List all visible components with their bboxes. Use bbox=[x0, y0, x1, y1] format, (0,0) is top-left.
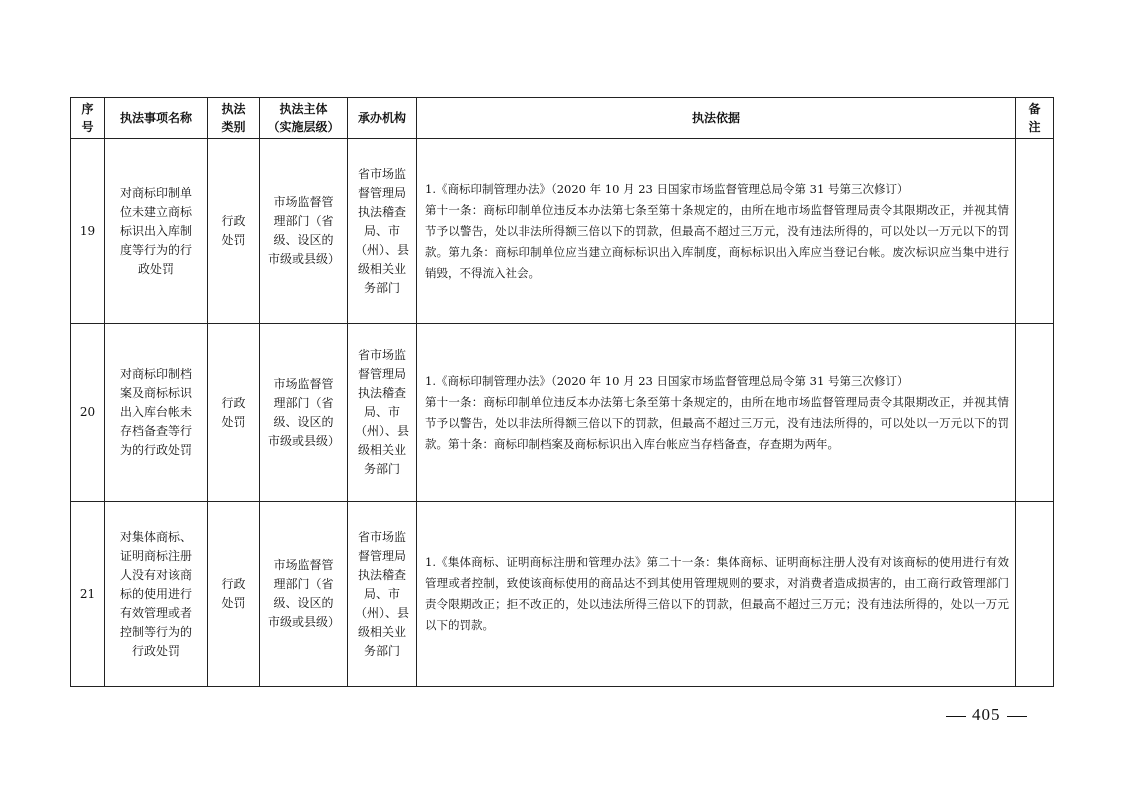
row-agency: 省市场监督管理局执法稽查局、市（州）、县级相关业务部门 bbox=[348, 324, 417, 502]
header-subject bbox=[260, 98, 348, 139]
row-subject: 市场监督管理部门（省级、设区的市级或县级） bbox=[260, 324, 348, 502]
row-category: 行政处罚 bbox=[208, 139, 260, 324]
row-seq: 19 bbox=[71, 139, 105, 324]
header-agency: 承办机构 bbox=[348, 98, 417, 139]
header-remark: 备注 bbox=[1016, 98, 1054, 139]
row-category: 行政处罚 bbox=[208, 502, 260, 687]
header-row bbox=[71, 98, 1054, 139]
row-agency: 省市场监督管理局执法稽查局、市（州）、县级相关业务部门 bbox=[348, 139, 417, 324]
row-subject: 市场监督管理部门（省级、设区的市级或县级） bbox=[260, 502, 348, 687]
page-number-dash-right bbox=[1007, 716, 1027, 717]
header-subject-level: （实施层级） bbox=[267, 120, 340, 134]
row-remark bbox=[1016, 324, 1054, 502]
page-number-dash-left bbox=[946, 716, 966, 717]
row-item: 对商标印制档案及商标标识出入库台帐未存档备查等行为的行政处罚 bbox=[105, 324, 208, 502]
row-item: 对集体商标、证明商标注册人没有对该商标的使用进行有效管理或者控制等行为的行政处罚 bbox=[105, 502, 208, 687]
page-number-value: 405 bbox=[972, 705, 1001, 724]
row-basis bbox=[417, 139, 1016, 324]
law-enforcement-table bbox=[70, 97, 1054, 687]
row-basis-text: 第十一条：商标印制单位违反本办法第七条至第十条规定的，由所在地市场监督管理局责令其限期改正，并视其情节予以警告，处以非法所得额三倍以下的罚款，但最高不超过三万元，没有违法所得的，可以处以一万元以下的罚款。第九条：商标印制单位应当建立商标标识出入库制度，商标标识出入库应当登记台帐。废次标识应当集中进行销毁，不得流入社会。 bbox=[425, 202, 1009, 280]
header-category: 执法类别 bbox=[208, 98, 260, 139]
header-subject-label: 执法主体 bbox=[279, 102, 328, 116]
row-basis bbox=[417, 502, 1016, 687]
table-row bbox=[71, 502, 1054, 687]
row-basis-title: 1.《商标印制管理办法》（2020 年 10 月 23 日国家市场监督管理总局令第 31 号第三次修订） bbox=[425, 181, 909, 196]
table-row bbox=[71, 324, 1054, 502]
row-subject: 市场监督管理部门（省级、设区的市级或县级） bbox=[260, 139, 348, 324]
row-item: 对商标印制单位未建立商标标识出入库制度等行为的行政处罚 bbox=[105, 139, 208, 324]
row-seq: 21 bbox=[71, 502, 105, 687]
header-seq: 序号 bbox=[71, 98, 105, 139]
row-basis-title: 1.《商标印制管理办法》（2020 年 10 月 23 日国家市场监督管理总局令第 31 号第三次修订） bbox=[425, 373, 909, 388]
page-number bbox=[940, 705, 1033, 725]
row-basis bbox=[417, 324, 1016, 502]
row-category: 行政处罚 bbox=[208, 324, 260, 502]
table-row bbox=[71, 139, 1054, 324]
row-seq: 20 bbox=[71, 324, 105, 502]
row-agency: 省市场监督管理局执法稽查局、市（州）、县级相关业务部门 bbox=[348, 502, 417, 687]
header-basis: 执法依据 bbox=[417, 98, 1016, 139]
header-item: 执法事项名称 bbox=[105, 98, 208, 139]
row-basis-text: 1.《集体商标、证明商标注册和管理办法》第二十一条：集体商标、证明商标注册人没有对该商标的使用进行有效管理或者控制，致使该商标使用的商品达不到其使用管理规则的要求，对消费者造成损害的，由工商行政管理部门责令限期改正；拒不改正的，处以违法所得三倍以下的罚款，但最高不超过三万元；没有违法所得的，处以一万元以下的罚款。 bbox=[425, 555, 1009, 632]
row-remark bbox=[1016, 502, 1054, 687]
row-basis-text: 第十一条：商标印制单位违反本办法第七条至第十条规定的，由所在地市场监督管理局责令其限期改正，并视其情节予以警告，处以非法所得额三倍以下的罚款，但最高不超过三万元，没有违法所得的，可以处以一万元以下的罚款。第十条：商标印制档案及商标标识出入库台帐应当存档备查，存查期为两年。 bbox=[425, 394, 1009, 451]
row-remark bbox=[1016, 139, 1054, 324]
